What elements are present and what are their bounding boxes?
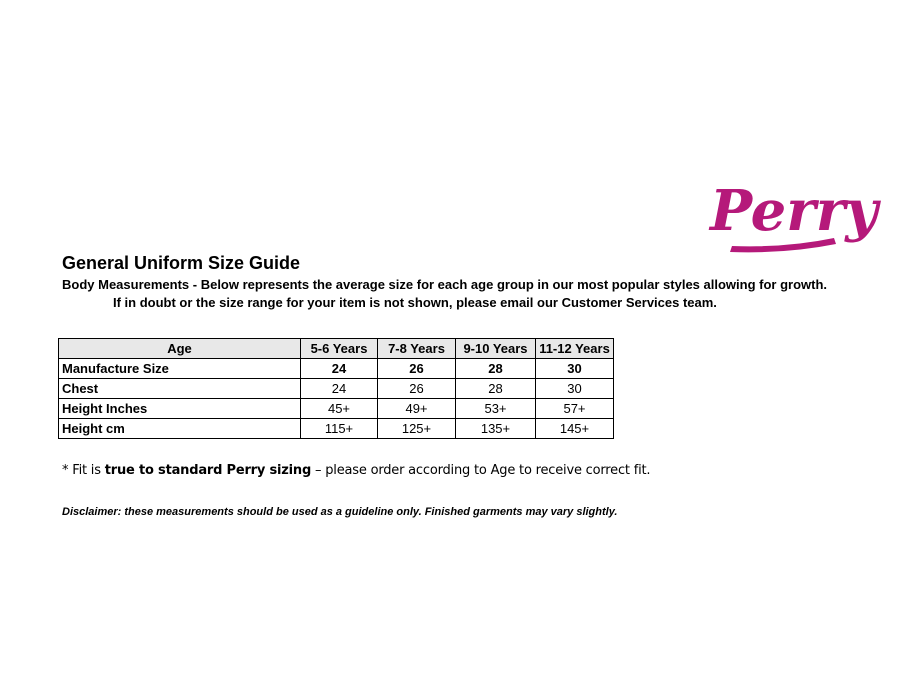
table-row <box>59 359 614 379</box>
table-cell: 28 <box>456 379 536 399</box>
header-col-1: 5-6 Years <box>301 339 378 359</box>
header-col-4: 11-12 Years <box>536 339 614 359</box>
row-label: Manufacture Size <box>59 359 301 379</box>
fit-note-suffix: – please order according to Age to receive correct fit. <box>311 463 651 478</box>
table-cell: 28 <box>456 359 536 379</box>
table-cell: 26 <box>378 359 456 379</box>
table-cell: 53+ <box>456 399 536 419</box>
table-row <box>59 379 614 399</box>
table-cell: 30 <box>536 359 614 379</box>
size-table <box>58 338 614 439</box>
table-cell: 57+ <box>536 399 614 419</box>
table-cell: 24 <box>301 359 378 379</box>
intro-line-2: If in doubt or the size range for your item is not shown, please email our Customer Services team. <box>113 295 717 310</box>
fit-note <box>62 463 650 478</box>
table-cell: 24 <box>301 379 378 399</box>
table-cell: 49+ <box>378 399 456 419</box>
header-col-2: 7-8 Years <box>378 339 456 359</box>
header-age: Age <box>59 339 301 359</box>
table-row <box>59 399 614 419</box>
perry-logo-mark <box>706 164 878 256</box>
header-col-3: 9-10 Years <box>456 339 536 359</box>
table-header-row <box>59 339 614 359</box>
row-label: Height cm <box>59 419 301 439</box>
row-label: Chest <box>59 379 301 399</box>
table-cell: 45+ <box>301 399 378 419</box>
perry-logo <box>706 164 878 256</box>
page-title: General Uniform Size Guide <box>62 253 301 273</box>
table-cell: 30 <box>536 379 614 399</box>
table-cell: 125+ <box>378 419 456 439</box>
logo-text: Perry <box>710 178 878 244</box>
table-cell: 135+ <box>456 419 536 439</box>
disclaimer: Disclaimer: these measurements should be used as a guideline only. Finished garments may vary slightly. <box>62 506 618 518</box>
table-cell: 26 <box>378 379 456 399</box>
table-row <box>59 419 614 439</box>
table-cell: 145+ <box>536 419 614 439</box>
row-label: Height Inches <box>59 399 301 419</box>
fit-note-prefix: * Fit is <box>62 463 105 478</box>
table-cell: 115+ <box>301 419 378 439</box>
intro-line-1: Body Measurements - Below represents the average size for each age group in our most popular styles allowing for growth. <box>62 277 828 292</box>
fit-note-bold: true to standard Perry sizing <box>104 463 312 478</box>
